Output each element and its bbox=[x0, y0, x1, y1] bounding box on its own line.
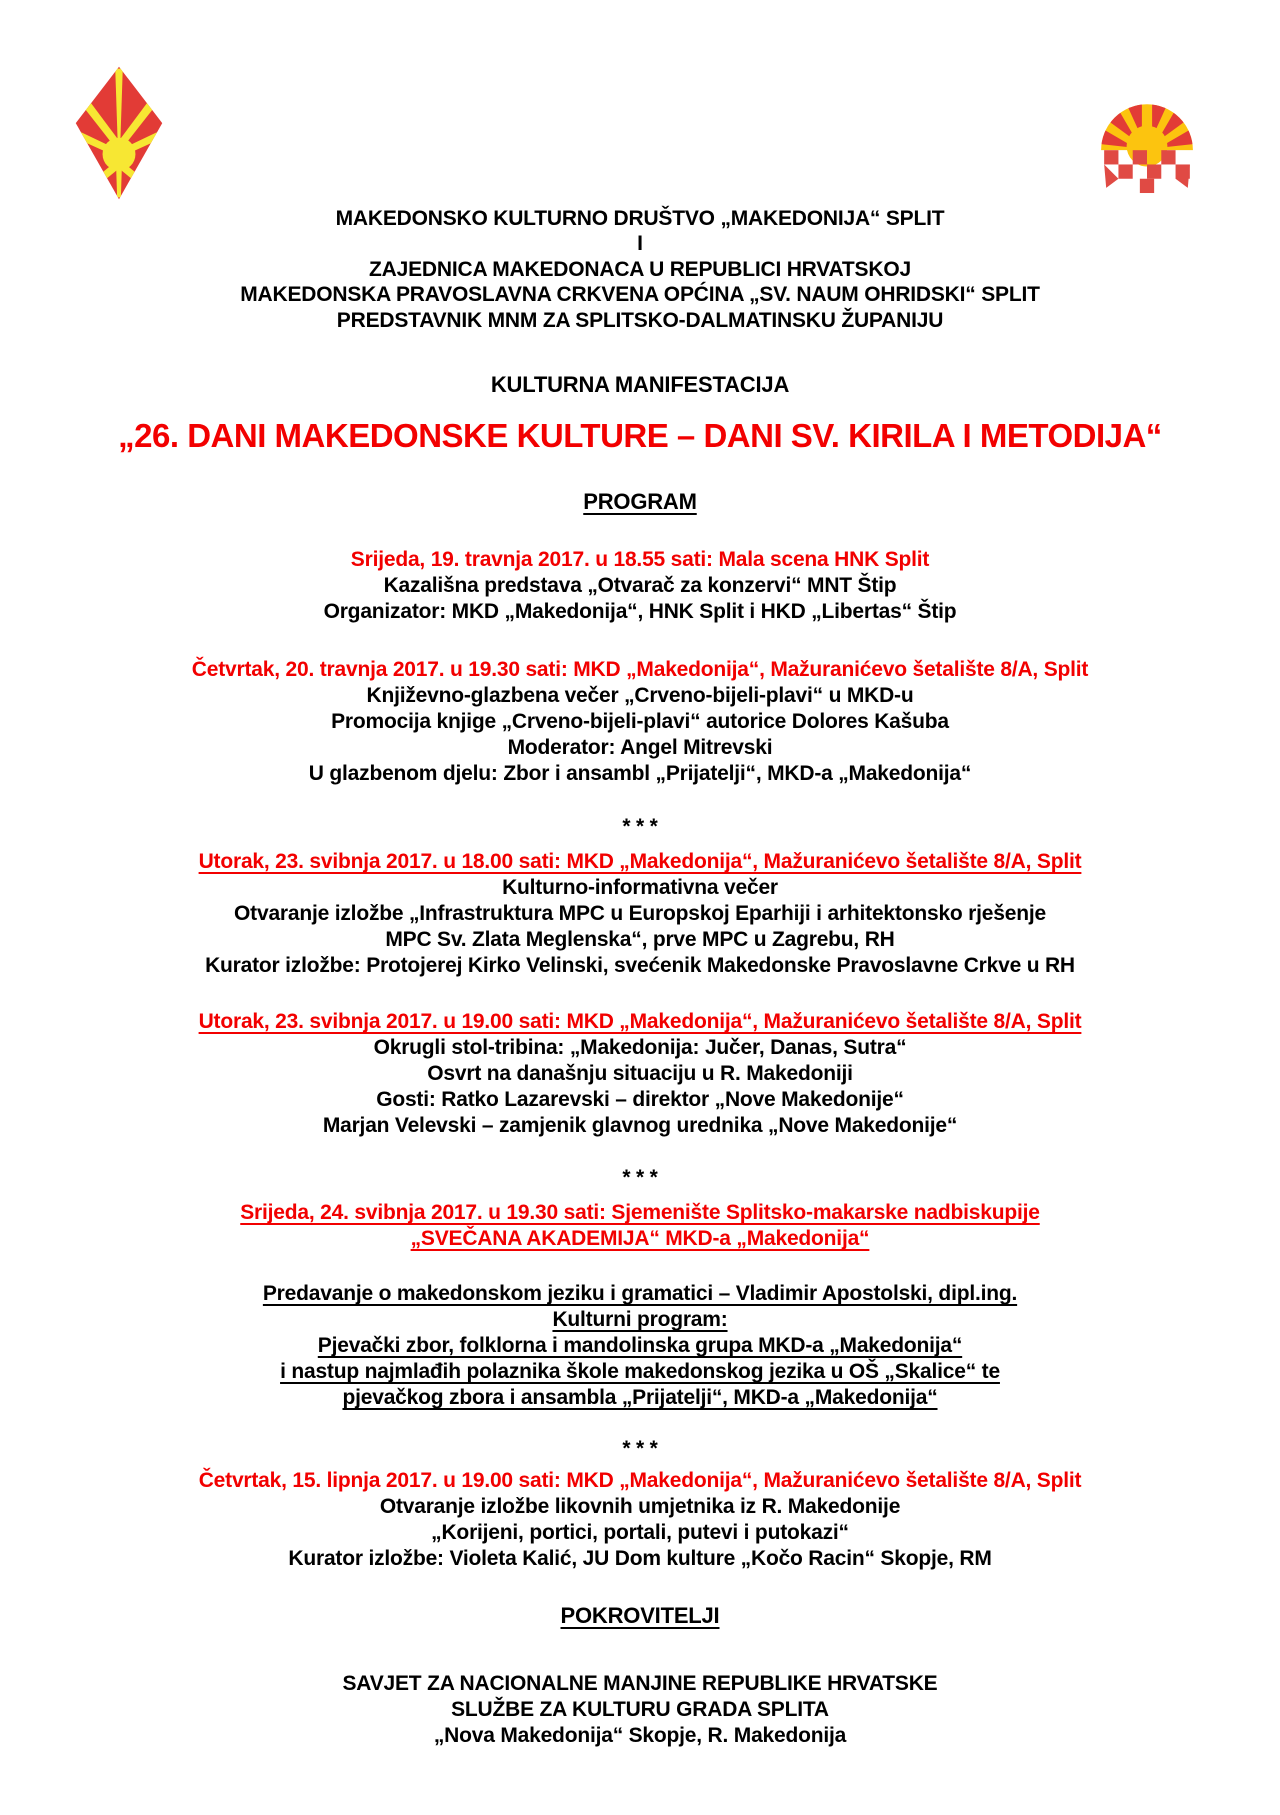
manifestation-label: KULTURNA MANIFESTACIJA bbox=[490, 372, 790, 398]
event-detail-line: Predavanje o makedonskom jeziku i gramatici – Vladimir Apostolski, dipl.ing. bbox=[262, 1282, 1018, 1306]
event-date-heading: Utorak, 23. svibnja 2017. u 19.00 sati: MKD „Makedonija“, Mažuranićevo šetalište 8/A, Split bbox=[198, 1010, 1082, 1034]
sun-checkerboard-logo bbox=[1096, 86, 1198, 196]
event-date-heading: Srijeda, 24. svibnja 2017. u 19.30 sati: Sjemenište Splitsko-makarske nadbiskupije bbox=[240, 1201, 1040, 1225]
event-detail-line: i nastup najmlađih polaznika škole makedonskog jezika u OŠ „Skalice“ te bbox=[280, 1360, 1000, 1384]
separator-stars: * * * bbox=[622, 1166, 658, 1190]
event-detail-line: Osvrt na današnju situaciju u R. Makedoniji bbox=[427, 1062, 853, 1086]
macedonian-sun-kite-logo bbox=[72, 62, 166, 204]
event-detail-line: Marjan Velevski – zamjenik glavnog urednika „Nove Makedonije“ bbox=[322, 1114, 958, 1138]
macedonian-sun-kite-icon bbox=[72, 62, 166, 204]
event-detail-line: MPC Sv. Zlata Meglenska“, prve MPC u Zagrebu, RH bbox=[385, 928, 895, 952]
event-detail-line: Kurator izložbe: Protojerej Kirko Velinski, svećenik Makedonske Pravoslavne Crkve u RH bbox=[205, 954, 1075, 978]
sun-checkerboard-icon bbox=[1096, 86, 1198, 196]
separator-stars: * * * bbox=[622, 1437, 658, 1461]
event-detail-line: Kulturno-informativna večer bbox=[502, 876, 778, 900]
sponsors-heading: POKROVITELJI bbox=[560, 1603, 720, 1629]
org-line: ZAJEDNICA MAKEDONACA U REPUBLICI HRVATSKOJ bbox=[369, 257, 911, 281]
event-detail-line: Otvaranje izložbe likovnih umjetnika iz R. Makedonije bbox=[379, 1495, 901, 1519]
org-line: MAKEDONSKO KULTURNO DRUŠTVO „MAKEDONIJA“ SPLIT bbox=[335, 207, 945, 230]
event-detail-line: U glazbenom djelu: Zbor i ansambl „Prijatelji“, MKD-a „Makedonija“ bbox=[308, 762, 972, 786]
sponsor-line: SAVJET ZA NACIONALNE MANJINE REPUBLIKE HRVATSKE bbox=[342, 1672, 938, 1696]
org-line: I bbox=[637, 232, 643, 256]
event-date-heading: Četvrtak, 15. lipnja 2017. u 19.00 sati: MKD „Makedonija“, Mažuranićevo šetalište 8/A, Split bbox=[198, 1469, 1082, 1493]
event-date-heading: Utorak, 23. svibnja 2017. u 18.00 sati: MKD „Makedonija“, Mažuranićevo šetalište 8/A, Split bbox=[198, 850, 1082, 874]
event-title: „26. DANI MAKEDONSKE KULTURE – DANI SV. KIRILA I METODIJA“ bbox=[118, 417, 1162, 455]
event-detail-line: Književno-glazbena večer „Crveno-bijeli-plavi“ u MKD-u bbox=[366, 684, 914, 708]
event-date-heading: Srijeda, 19. travnja 2017. u 18.55 sati: Mala scena HNK Split bbox=[350, 548, 930, 572]
sponsor-line: „Nova Makedonija“ Skopje, R. Makedonija bbox=[433, 1724, 847, 1748]
event-subheading: „SVEČANA AKADEMIJA“ MKD-a „Makedonija“ bbox=[410, 1227, 870, 1251]
event-detail-line: Organizator: MKD „Makedonija“, HNK Split i HKD „Libertas“ Štip bbox=[323, 600, 957, 624]
org-line: PREDSTAVNIK MNM ZA SPLITSKO-DALMATINSKU ŽUPANIJU bbox=[336, 308, 944, 332]
event-detail-line: Moderator: Angel Mitrevski bbox=[507, 736, 773, 760]
event-detail-line: Promocija knjige „Crveno-bijeli-plavi“ autorice Dolores Kašuba bbox=[331, 710, 949, 734]
event-detail-line: Okrugli stol-tribina: „Makedonija: Jučer, Danas, Sutra“ bbox=[373, 1036, 907, 1060]
event-detail-line: Kazališna predstava „Otvarač za konzervi“ MNT Štip bbox=[383, 574, 897, 598]
separator-stars: * * * bbox=[622, 815, 658, 839]
event-date-heading: Četvrtak, 20. travnja 2017. u 19.30 sati: MKD „Makedonija“, Mažuranićevo šetalište 8/A, Split bbox=[191, 658, 1089, 682]
org-line: MAKEDONSKA PRAVOSLAVNA CRKVENA OPĆINA „SV. NAUM OHRIDSKI“ SPLIT bbox=[240, 283, 1040, 307]
event-detail-line: Pjevački zbor, folklorna i mandolinska grupa MKD-a „Makedonija“ bbox=[317, 1334, 963, 1358]
event-detail-line: Otvaranje izložbe „Infrastruktura MPC u Europskoj Eparhiji i arhitektonsko rješenje bbox=[234, 902, 1046, 926]
event-detail-line: Kurator izložbe: Violeta Kalić, JU Dom kulture „Kočo Racin“ Skopje, RM bbox=[288, 1547, 992, 1571]
program-heading: PROGRAM bbox=[583, 489, 697, 515]
event-detail-line: pjevačkog zbora i ansambla „Prijatelji“, MKD-a „Makedonija“ bbox=[342, 1386, 938, 1410]
sponsor-line: SLUŽBE ZA KULTURU GRADA SPLITA bbox=[451, 1698, 829, 1722]
event-detail-line: Gosti: Ratko Lazarevski – direktor „Nove Makedonije“ bbox=[376, 1088, 904, 1112]
event-detail-line: Kulturni program: bbox=[552, 1308, 728, 1332]
event-detail-line: „Korijeni, portici, portali, putevi i putokazi“ bbox=[431, 1521, 849, 1545]
